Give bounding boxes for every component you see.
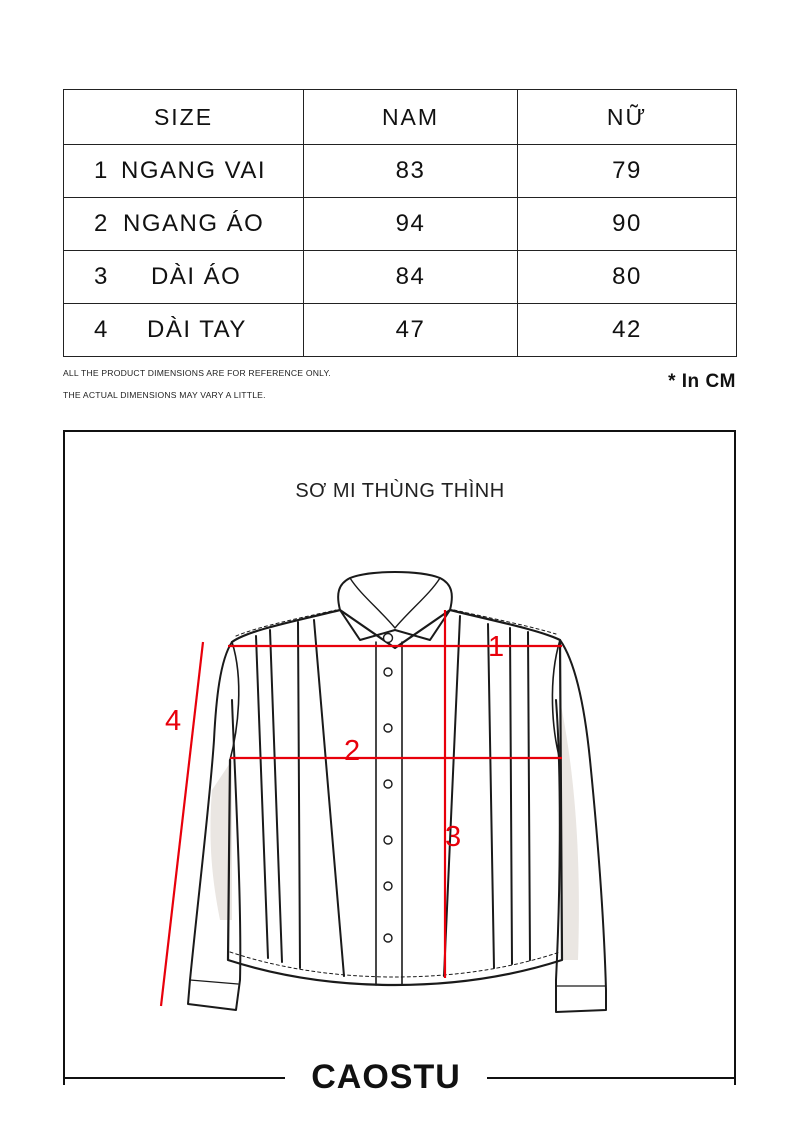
buttons <box>384 634 393 943</box>
brand-divider-right <box>487 1077 736 1079</box>
value-nu: 80 <box>518 251 737 304</box>
button <box>384 780 392 788</box>
row-label: DÀI TAY <box>147 316 247 343</box>
row-label: NGANG ÁO <box>123 210 265 237</box>
left-cuff-line <box>190 980 238 984</box>
brand-divider-left <box>63 1077 285 1079</box>
marker-2: 2 <box>344 735 361 767</box>
row-label: DÀI ÁO <box>151 263 242 290</box>
marker-4: 4 <box>165 705 182 737</box>
value-nam: 84 <box>304 251 518 304</box>
value-nam: 83 <box>304 145 518 198</box>
value-nam: 47 <box>304 304 518 357</box>
header-nu: NỮ <box>518 90 737 145</box>
row-number: 3 <box>94 263 109 290</box>
measure-line-sleeve <box>161 642 203 1006</box>
button <box>384 836 392 844</box>
marker-3: 3 <box>445 821 462 853</box>
header-size: SIZE <box>64 90 304 145</box>
collar-band <box>350 578 440 628</box>
row-number: 2 <box>94 210 109 237</box>
button <box>384 668 392 676</box>
product-title: SƠ MI THÙNG THÌNH <box>295 480 505 502</box>
button <box>384 724 392 732</box>
brand-logo: CAOSTU <box>311 1058 461 1096</box>
pleat-lines <box>256 616 530 976</box>
unit-label: * In CM <box>668 371 736 392</box>
disclaimer-line-2: THE ACTUAL DIMENSIONS MAY VARY A LITTLE. <box>63 390 266 400</box>
row-label: NGANG VAI <box>121 157 267 184</box>
button <box>384 634 393 643</box>
button <box>384 934 392 942</box>
row-number: 4 <box>94 316 109 343</box>
button <box>384 882 392 890</box>
value-nu: 42 <box>518 304 737 357</box>
row-number: 1 <box>94 157 109 184</box>
collar <box>338 572 452 640</box>
value-nu: 79 <box>518 145 737 198</box>
value-nu: 90 <box>518 198 737 251</box>
value-nam: 94 <box>304 198 518 251</box>
disclaimer-line-1: ALL THE PRODUCT DIMENSIONS ARE FOR REFERENCE ONLY. <box>63 368 331 378</box>
marker-1: 1 <box>488 631 505 663</box>
header-nam: NAM <box>304 90 518 145</box>
